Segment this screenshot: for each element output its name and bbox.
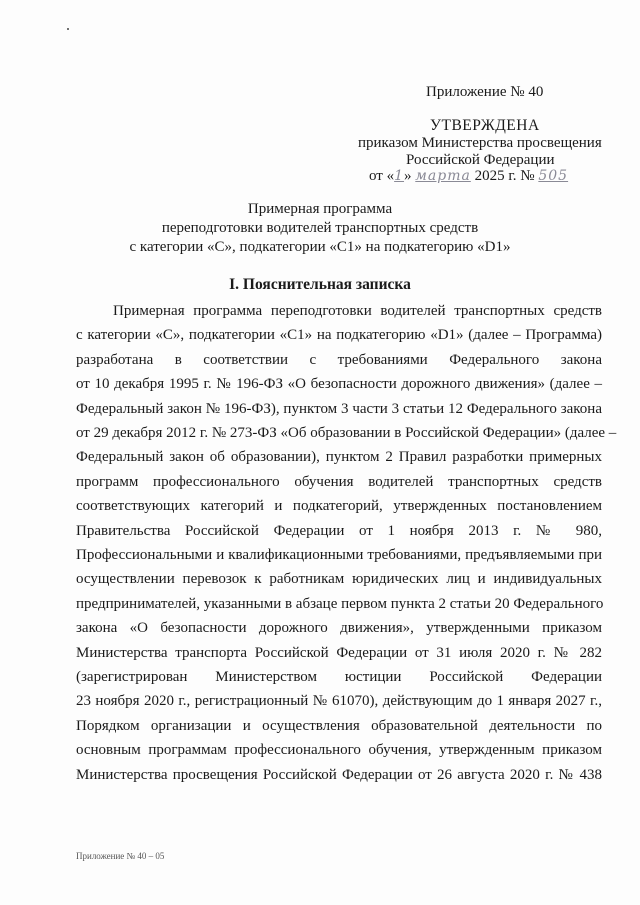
approved-stamp-text: УТВЕРЖДЕНА — [430, 117, 540, 134]
approval-federation: Российской Федерации — [406, 152, 555, 168]
date-month-handwritten: марта — [415, 168, 471, 184]
program-title-line-3: с категории «С», подкатегории «С1» на подкатегорию «D1» — [129, 239, 511, 255]
body-line: разработана в соответствии с требованиями Федерального закона — [76, 351, 602, 368]
date-mid: » — [404, 168, 412, 184]
date-prefix: от « — [369, 168, 395, 184]
date-year: 2025 г. № — [474, 168, 535, 184]
body-line: Федеральный закон № 196-ФЗ), пунктом 3 части 3 статьи 12 Федерального закона — [76, 400, 602, 417]
page-footer: Приложение № 40 – 05 — [76, 851, 165, 861]
date-day-handwritten: 1 — [394, 168, 405, 184]
body-line: Примерная программа переподготовки водителей транспортных средств — [113, 303, 602, 319]
body-line: от 10 декабря 1995 г. № 196-ФЗ «О безопасности дорожного движения» (далее – — [76, 376, 602, 393]
body-line: Министерства просвещения Российской Федерации от 26 августа 2020 г. № 438 — [76, 766, 602, 783]
scan-speck — [67, 28, 69, 30]
body-line: закона «О безопасности дорожного движения», утвержденными приказом — [76, 620, 602, 637]
body-line: соответствующих категорий и подкатегорий, утвержденных постановлением — [76, 498, 602, 515]
body-line: программ профессионального обучения водителей транспортных средств — [76, 473, 602, 490]
body-line: Министерства транспорта Российской Федерации от 31 июля 2020 г. № 282 — [76, 644, 602, 661]
body-line: основным программам профессионального обучения, утвержденным приказом — [76, 742, 602, 759]
body-line: от 29 декабря 2012 г. № 273-ФЗ «Об образовании в Российской Федерации» (далее – — [76, 425, 617, 441]
order-number-handwritten: 505 — [538, 168, 569, 184]
section-heading: I. Пояснительная записка — [229, 276, 411, 293]
program-title-line-2: переподготовки водителей транспортных средств — [161, 220, 479, 236]
body-line: предпринимателей, указанными в абзаце первом пункта 2 статьи 20 Федерального — [76, 595, 604, 612]
body-line: Федеральный закон об образовании), пунктом 2 Правил разработки примерных — [76, 449, 602, 466]
body-line: Профессиональными и квалификационными требованиями, предъявляемыми при — [76, 547, 602, 563]
body-line: осуществлении перевозок к работникам юридических лиц и индивидуальных — [76, 571, 602, 588]
approval-date-line — [369, 168, 568, 185]
body-line: (зарегистрирован Министерством юстиции Российской Федерации — [76, 669, 602, 685]
body-line: Порядком организации и осуществления образовательной деятельности по — [76, 717, 602, 734]
body-line: Правительства Российской Федерации от 1 ноября 2013 г. № 980, — [76, 522, 602, 539]
approval-by-order: приказом Министерства просвещения — [358, 135, 602, 151]
body-line: с категории «С», подкатегории «С1» на подкатегорию «D1» (далее – Программа) — [76, 327, 602, 344]
appendix-number: Приложение № 40 — [426, 84, 544, 100]
body-line: 23 ноября 2020 г., регистрационный № 61070), действующим до 1 января 2027 г., — [76, 693, 602, 710]
program-title-line-1: Примерная программа — [247, 201, 393, 217]
